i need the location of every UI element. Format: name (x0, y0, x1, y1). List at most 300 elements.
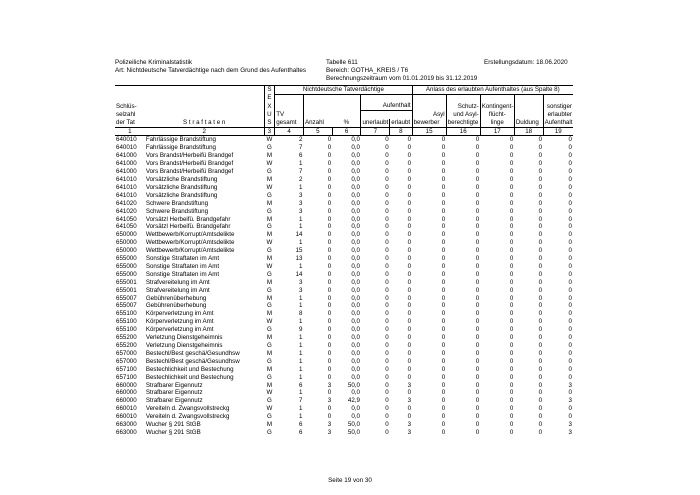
table-cell: 0 (509, 262, 514, 270)
table-cell: 0 (475, 389, 480, 397)
table-row (115, 405, 573, 413)
table-cell: 657100 (116, 373, 137, 381)
table-row (115, 184, 573, 192)
table-cell: M (266, 381, 272, 389)
table-cell: 0,0 (351, 136, 360, 144)
table-cell: M (266, 278, 272, 286)
sex-header-5: S (264, 119, 275, 127)
table-cell: Verletzung Dienstgeheimnis (145, 342, 223, 349)
table-cell: 0 (385, 223, 389, 231)
table-cell: 0 (538, 175, 543, 183)
table-cell: 0 (475, 334, 480, 342)
table-cell: 0 (509, 381, 514, 389)
table-cell: 0 (441, 302, 446, 310)
table-cell: 660010 (116, 413, 137, 421)
table-cell: M (266, 255, 272, 263)
table-cell: 0 (407, 160, 412, 168)
table-cell: 0,0 (351, 215, 360, 223)
table-cell: 0 (475, 199, 480, 207)
table-cell: 0,0 (351, 239, 360, 247)
table-cell: 0 (441, 326, 446, 334)
table-row (115, 350, 573, 358)
table-cell: 1 (299, 215, 303, 223)
table-cell: 0 (407, 310, 412, 318)
table-cell: 0 (509, 294, 514, 302)
table-cell: 0 (538, 405, 543, 413)
table-cell: 0 (441, 199, 446, 207)
table-cell: 0,0 (351, 207, 360, 215)
table-cell: 0 (327, 239, 332, 247)
table-cell: W (266, 389, 273, 397)
table-cell: 0 (407, 278, 412, 286)
table-cell: Vorsätzl Herbeifü. Brandgefahr (145, 223, 231, 231)
table-cell: 7 (299, 144, 303, 152)
table-cell: Wettbewerb/Korrupt/Amtsdelikte (145, 231, 235, 239)
table-cell: 0 (441, 349, 446, 357)
col-num: 5 (303, 127, 332, 136)
table-cell: 0 (475, 397, 480, 405)
key-header-1: Schlüs- (116, 102, 137, 110)
table-cell: 0 (327, 175, 332, 183)
table-cell: 0 (568, 286, 572, 294)
table-cell: 6 (299, 152, 303, 160)
table-cell: Fahrlässige Brandstiftung (145, 136, 216, 144)
table-cell: 1 (299, 223, 303, 231)
table-cell: 0 (568, 342, 572, 349)
table-cell: 650000 (116, 231, 137, 239)
table-cell: 7 (299, 168, 303, 176)
table-cell: 0 (538, 278, 543, 286)
table-cell: 0 (475, 357, 480, 365)
unerlaubt-header: unerlaubt (362, 118, 389, 126)
table-row (115, 302, 573, 310)
table-cell: Körperverletzung im Amt (145, 318, 214, 326)
kontingent-header-2: flücht- (480, 111, 514, 119)
duldung-header: Duldung (514, 119, 543, 127)
table-cell: 0 (509, 413, 514, 421)
table-cell: Vereiteln d. Zwangsvollstreckg (145, 413, 230, 421)
table-cell: 0 (327, 168, 332, 176)
table-cell: 0 (538, 199, 543, 207)
table-cell: 641050 (116, 215, 137, 223)
table-cell: 655007 (116, 294, 137, 302)
table-cell: G (266, 168, 272, 176)
table-cell: 655001 (116, 278, 137, 286)
table-cell: 0 (475, 191, 480, 199)
table-cell: 0 (441, 136, 446, 144)
table-cell: 0 (538, 215, 543, 223)
table-cell: 0 (407, 207, 412, 215)
table-row (115, 192, 573, 200)
table-cell: 3 (299, 191, 303, 199)
table-row (115, 168, 573, 176)
table-cell: 0 (385, 349, 389, 357)
table-cell: 0 (327, 160, 332, 168)
table-cell: 0 (441, 334, 446, 342)
table-cell: 663000 (116, 428, 137, 436)
table-cell: 660000 (116, 397, 137, 405)
table-cell: 0,0 (351, 152, 360, 160)
table-cell: 641000 (116, 152, 137, 160)
tv-header: TV (275, 111, 304, 119)
table-cell: 660000 (116, 381, 137, 389)
table-cell: 1 (299, 334, 303, 342)
table-cell: 3 (568, 421, 572, 429)
table-cell: 0 (327, 247, 332, 255)
table-cell: 0 (441, 428, 446, 436)
table-cell: 0 (327, 144, 332, 152)
table-row (115, 200, 573, 208)
table-cell: 0 (327, 294, 332, 302)
table-cell: 0 (441, 278, 446, 286)
col-num: 16 (446, 127, 480, 136)
table-cell: 0 (509, 255, 514, 263)
table-cell: 0 (385, 326, 389, 334)
table-cell: 0 (538, 302, 543, 310)
schutz-header-3: berechtigte (447, 118, 479, 126)
table-cell: W (266, 262, 273, 270)
table-cell: 0 (568, 302, 572, 310)
table-cell: 0,0 (351, 175, 360, 183)
table-cell: 0 (385, 136, 389, 144)
anzahl-header: Anzahl (303, 119, 332, 127)
table-row (115, 342, 573, 350)
table-cell: 1 (299, 294, 303, 302)
table-cell: 0 (509, 136, 514, 144)
table-cell: Bestechl/Best geschä/Gesundhsw (145, 349, 240, 357)
table-row (115, 310, 573, 318)
agency-title: Polizeiliche Kriminalstatistik (115, 59, 192, 66)
table-number: Tabelle 611 (326, 59, 358, 66)
table-cell: 0 (568, 207, 572, 215)
subject-line: Art: Nichtdeutsche Tatverdächtige nach dem Grund des Aufenthaltes (115, 67, 307, 74)
table-cell: 7 (299, 397, 303, 405)
table-cell: 3 (327, 428, 332, 436)
aufenthalt-header: Aufenthalt (361, 102, 412, 110)
table-cell: Wucher § 291 StGB (145, 428, 201, 436)
table-cell: 0 (407, 239, 412, 247)
table-cell: 0 (538, 262, 543, 270)
table-row (115, 271, 573, 279)
table-cell: 641050 (116, 223, 137, 231)
table-cell: 0 (327, 183, 332, 191)
table-cell: 0 (327, 342, 332, 349)
table-cell: M (266, 175, 272, 183)
table-cell: 0 (407, 318, 412, 326)
table-cell: 0 (568, 183, 572, 191)
table-cell: 0 (385, 215, 389, 223)
table-cell: 0,0 (351, 286, 360, 294)
table-cell: Strafbarer Eigennutz (145, 389, 203, 397)
table-cell: 0 (475, 183, 480, 191)
table-cell: 0 (327, 326, 332, 334)
table-cell: 0 (327, 136, 332, 144)
table-cell: 0 (407, 152, 412, 160)
table-cell: 657100 (116, 365, 137, 373)
table-cell: 650000 (116, 239, 137, 247)
table-cell: M (266, 365, 272, 373)
table-row (115, 374, 573, 382)
table-cell: 0 (475, 318, 480, 326)
table-cell: 0,0 (351, 270, 360, 278)
table-cell: Vors Brandst/Herbeifü Brandgef (145, 168, 234, 176)
gesamt-header: gesamt (275, 119, 304, 127)
table-cell: 0 (385, 239, 389, 247)
table-cell: Strafvereitelung im Amt (145, 278, 210, 286)
table-cell: 0 (441, 357, 446, 365)
table-cell: 0 (385, 278, 389, 286)
table-cell: 0 (385, 152, 389, 160)
table-cell: 0 (475, 342, 480, 349)
table-cell: 0 (538, 413, 543, 421)
table-row (115, 421, 573, 429)
key-header-3: der Tat (116, 118, 135, 126)
table-cell: Strafvereitelung im Amt (145, 286, 210, 294)
table-cell: 0 (475, 152, 480, 160)
table-cell: 0 (407, 349, 412, 357)
table-cell: 0 (475, 278, 480, 286)
table-cell: Wucher § 291 StGB (145, 421, 201, 429)
table-cell: G (266, 223, 272, 231)
table-cell: 657000 (116, 349, 137, 357)
table-cell: 2 (299, 136, 303, 144)
table-cell: 0 (509, 405, 514, 413)
erlaubt-header: erlaubt (391, 118, 411, 126)
table-row (115, 152, 573, 160)
table-cell: W (266, 160, 273, 168)
table-cell: 1 (299, 357, 303, 365)
table-cell: G (266, 413, 272, 421)
table-cell: 0 (441, 152, 446, 160)
table-cell: 0 (475, 262, 480, 270)
table-cell: 0 (509, 231, 514, 239)
sonstiger-header-2: erlaubter (543, 111, 573, 119)
table-cell: 0,0 (351, 144, 360, 152)
table-cell: 0 (385, 199, 389, 207)
table-cell: 0,0 (351, 168, 360, 176)
table-cell: 0 (568, 223, 572, 231)
table-cell: Gebührenüberhebung (145, 302, 207, 310)
col-num: 19 (543, 127, 573, 136)
table-cell: 0 (385, 144, 389, 152)
table-cell: 0 (441, 365, 446, 373)
col-num: 8 (390, 127, 412, 136)
table-cell: 0,0 (351, 247, 360, 255)
table-cell: 0 (327, 413, 332, 421)
table-cell: 0 (327, 334, 332, 342)
table-cell: 0 (568, 318, 572, 326)
table-cell: 15 (295, 247, 303, 255)
kontingent-header-3: linge (480, 119, 514, 127)
col-num: 6 (332, 127, 361, 136)
table-cell: 0 (385, 421, 389, 429)
table-cell: 641020 (116, 199, 137, 207)
table-cell: 655000 (116, 270, 137, 278)
col-num: 15 (412, 127, 446, 136)
table-cell: 0,0 (351, 318, 360, 326)
table-cell: 0 (475, 326, 480, 334)
table-cell: 0 (407, 247, 412, 255)
table-cell: 0 (327, 389, 332, 397)
table-cell: 0 (475, 247, 480, 255)
straftaten-header: S t r a f t a t e n (183, 118, 226, 126)
table-cell: 0 (538, 421, 543, 429)
table-cell: 3 (299, 207, 303, 215)
table-cell: 0 (385, 302, 389, 310)
table-cell: 0 (568, 389, 572, 397)
table-cell: 0 (327, 405, 332, 413)
table-cell: 0 (327, 310, 332, 318)
table-cell: G (266, 397, 272, 405)
table-cell: Schwere Brandstiftung (145, 199, 209, 207)
table-cell: 0 (407, 294, 412, 302)
table-cell: 0 (475, 175, 480, 183)
table-row (115, 413, 573, 421)
col-num: 3 (264, 127, 275, 136)
table-cell: Vorsätzliche Brandstiftung (145, 175, 218, 183)
table-cell: 0 (441, 373, 446, 381)
table-cell: 0 (568, 349, 572, 357)
table-cell: 0 (327, 262, 332, 270)
table-cell: 0 (407, 136, 412, 144)
table-cell: 0 (568, 168, 572, 176)
table-cell: 0 (385, 286, 389, 294)
table-cell: 0 (509, 310, 514, 318)
table-cell: 50,0 (347, 428, 360, 436)
table-cell: 6 (299, 421, 303, 429)
table-cell: 0 (538, 373, 543, 381)
table-cell: 0 (509, 389, 514, 397)
table-row (115, 389, 573, 397)
statistics-table (115, 85, 573, 437)
table-cell: 0 (475, 231, 480, 239)
table-cell: 0 (441, 405, 446, 413)
table-cell: 0 (407, 168, 412, 176)
table-cell: 0 (509, 239, 514, 247)
table-cell: 0 (407, 191, 412, 199)
table-cell: 0,0 (351, 365, 360, 373)
table-cell: 3 (407, 397, 412, 405)
table-cell: 0 (407, 302, 412, 310)
table-cell: 0 (441, 223, 446, 231)
table-cell: 0 (475, 302, 480, 310)
table-cell: 0 (509, 168, 514, 176)
table-cell: 3 (299, 286, 303, 294)
table-cell: 641010 (116, 183, 137, 191)
table-cell: 0 (538, 357, 543, 365)
table-cell: Wettbewerb/Korrupt/Amtsdelikte (145, 239, 235, 247)
table-cell: 0,0 (351, 405, 360, 413)
table-cell: 0 (385, 365, 389, 373)
table-cell: 0 (538, 381, 543, 389)
table-cell: 1 (299, 389, 303, 397)
table-cell: 655000 (116, 262, 137, 270)
table-cell: 0,0 (351, 183, 360, 191)
table-cell: 0 (385, 334, 389, 342)
table-cell: 0 (509, 286, 514, 294)
table-cell: 13 (295, 255, 303, 263)
kontingent-header-1: Kontingent- (481, 102, 514, 110)
table-cell: 0,0 (351, 231, 360, 239)
table-row (115, 318, 573, 326)
table-cell: 0 (538, 318, 543, 326)
table-cell: 0 (538, 239, 543, 247)
table-cell: 0 (538, 326, 543, 334)
table-cell: 3 (327, 421, 332, 429)
table-cell: 0,0 (351, 278, 360, 286)
table-cell: 0,0 (351, 191, 360, 199)
table-cell: Fahrlässige Brandstiftung (145, 144, 216, 152)
table-cell: 0 (568, 175, 572, 183)
table-cell: 0,0 (351, 255, 360, 263)
table-cell: 0 (327, 255, 332, 263)
table-cell: 0 (475, 223, 480, 231)
table-cell: Vors Brandst/Herbeifü Brandgef (145, 152, 234, 160)
table-cell: 0 (327, 278, 332, 286)
table-cell: 0 (475, 215, 480, 223)
table-row (115, 136, 573, 144)
table-cell: Schwere Brandstiftung (145, 207, 209, 215)
col-num: 17 (480, 127, 514, 136)
table-cell: 0 (568, 326, 572, 334)
table-cell: 0 (475, 168, 480, 176)
table-cell: G (266, 286, 272, 294)
table-cell: 0 (568, 278, 572, 286)
table-cell: 0 (327, 199, 332, 207)
table-cell: 0 (538, 270, 543, 278)
table-cell: 0 (568, 334, 572, 342)
table-cell: Bestechlichkeit und Bestechung (145, 373, 234, 381)
table-cell: 0 (407, 215, 412, 223)
table-cell: Sonstige Straftaten im Amt (145, 255, 220, 263)
table-row (115, 223, 573, 231)
table-cell: 0 (475, 207, 480, 215)
table-row (115, 160, 573, 168)
table-cell: 0 (509, 144, 514, 152)
table-cell: 0 (538, 136, 543, 144)
table-cell: 0 (327, 207, 332, 215)
table-cell: 0,0 (351, 262, 360, 270)
table-cell: G (266, 428, 272, 436)
table-cell: Vorsätzliche Brandstiftung (145, 183, 218, 191)
table-cell: 0 (407, 231, 412, 239)
table-cell: 0 (475, 405, 480, 413)
table-cell: 641000 (116, 160, 137, 168)
table-cell: Körperverletzung im Amt (145, 326, 214, 334)
table-cell: 0,0 (351, 326, 360, 334)
sonstiger-header-1: sonstiger (543, 102, 573, 110)
table-cell: 0 (407, 389, 412, 397)
table-cell: 0 (568, 160, 572, 168)
table-cell: 0 (538, 334, 543, 342)
table-row (115, 326, 573, 334)
pct-header: % (343, 118, 350, 126)
table-cell: 640010 (116, 144, 137, 152)
table-cell: 0 (475, 310, 480, 318)
table-cell: 1 (299, 373, 303, 381)
table-row (115, 208, 573, 216)
table-cell: Strafbarer Eigennutz (145, 381, 203, 389)
table-cell: 655007 (116, 302, 137, 310)
col-num: 18 (514, 127, 543, 136)
table-cell: 0 (385, 262, 389, 270)
table-cell: 0 (385, 270, 389, 278)
table-cell: 3 (568, 381, 572, 389)
table-cell: 0 (385, 294, 389, 302)
table-cell: 0 (385, 183, 389, 191)
table-cell: 0 (475, 270, 480, 278)
table-cell: 0 (538, 144, 543, 152)
